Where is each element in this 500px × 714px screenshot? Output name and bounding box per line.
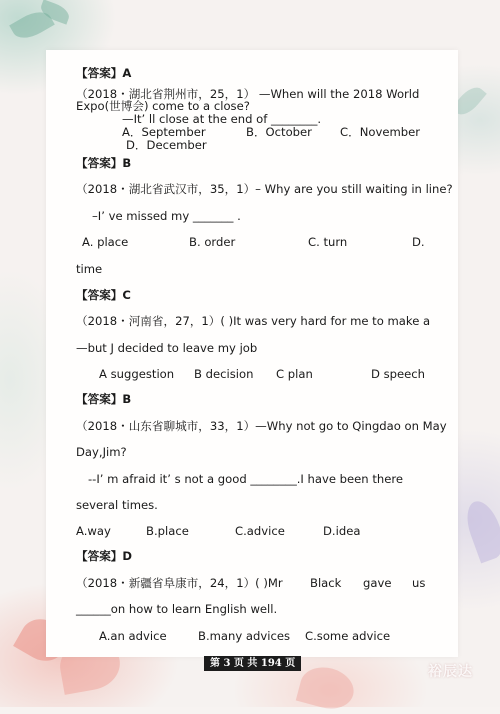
text-line: A.way: [76, 524, 111, 538]
text-line: D．December: [126, 138, 207, 152]
answer-label: 【答案】B: [76, 156, 132, 170]
text-line: （2018・新疆省阜康市，24，1）( )Mr: [76, 576, 283, 590]
text-line: （2018・山东省聊城市，33，1）—Why not go to Qingdao on May: [76, 419, 447, 433]
text-line: A．September: [122, 125, 206, 139]
text-line: Expo(世博会) come to a close?: [76, 99, 250, 113]
text-line: C. turn: [308, 235, 348, 249]
page-number-label: 第 3 页 共 194 页: [204, 656, 301, 671]
watermark-logo: 裕辰达: [428, 664, 473, 680]
text-line: C.some advice: [305, 629, 391, 643]
answer-label: 【答案】C: [76, 288, 131, 302]
text-line: —but J decided to leave my job: [76, 341, 258, 355]
text-line: B.place: [146, 524, 189, 538]
text-line: A suggestion: [99, 367, 175, 381]
text-line: （2018・河南省，27，1）( )It was very hard for me to make a: [76, 314, 431, 328]
text-line: D.idea: [323, 524, 361, 538]
text-line: C．November: [340, 125, 421, 139]
text-line: B decision: [194, 367, 254, 381]
answer-label: 【答案】A: [76, 66, 132, 80]
text-line: --I’ m afraid it’ s not a good ________.I have been there: [88, 472, 404, 486]
text-line: （2018・湖北省荆州市，25，1） —When will the 2018 World: [76, 87, 420, 101]
text-line: B. order: [189, 235, 236, 249]
text-line: gave: [363, 576, 392, 590]
text-line: ______on how to learn English well.: [76, 602, 278, 616]
text-line: —It’ ll close at the end of ________.: [122, 112, 322, 126]
text-line: D speech: [371, 367, 426, 381]
text-line: Black: [310, 576, 342, 590]
text-line: time: [76, 262, 103, 276]
text-line: C.advice: [235, 524, 285, 538]
text-line: （2018・湖北省武汉市，35，1）– Why are you still waiting in line?: [76, 182, 453, 196]
text-line: C plan: [276, 367, 313, 381]
text-line: B．October: [246, 125, 312, 139]
text-line: –I’ ve missed my _______ .: [92, 209, 241, 223]
text-line: us: [412, 576, 426, 590]
text-line: several times.: [76, 498, 158, 512]
text-line: A. place: [82, 235, 129, 249]
text-line: D.: [412, 235, 425, 249]
answer-label: 【答案】B: [76, 392, 132, 406]
text-line: Day,Jim?: [76, 445, 127, 459]
text-line: B.many advices: [198, 629, 291, 643]
text-line: A.an advice: [99, 629, 167, 643]
answer-label: 【答案】D: [76, 549, 132, 563]
